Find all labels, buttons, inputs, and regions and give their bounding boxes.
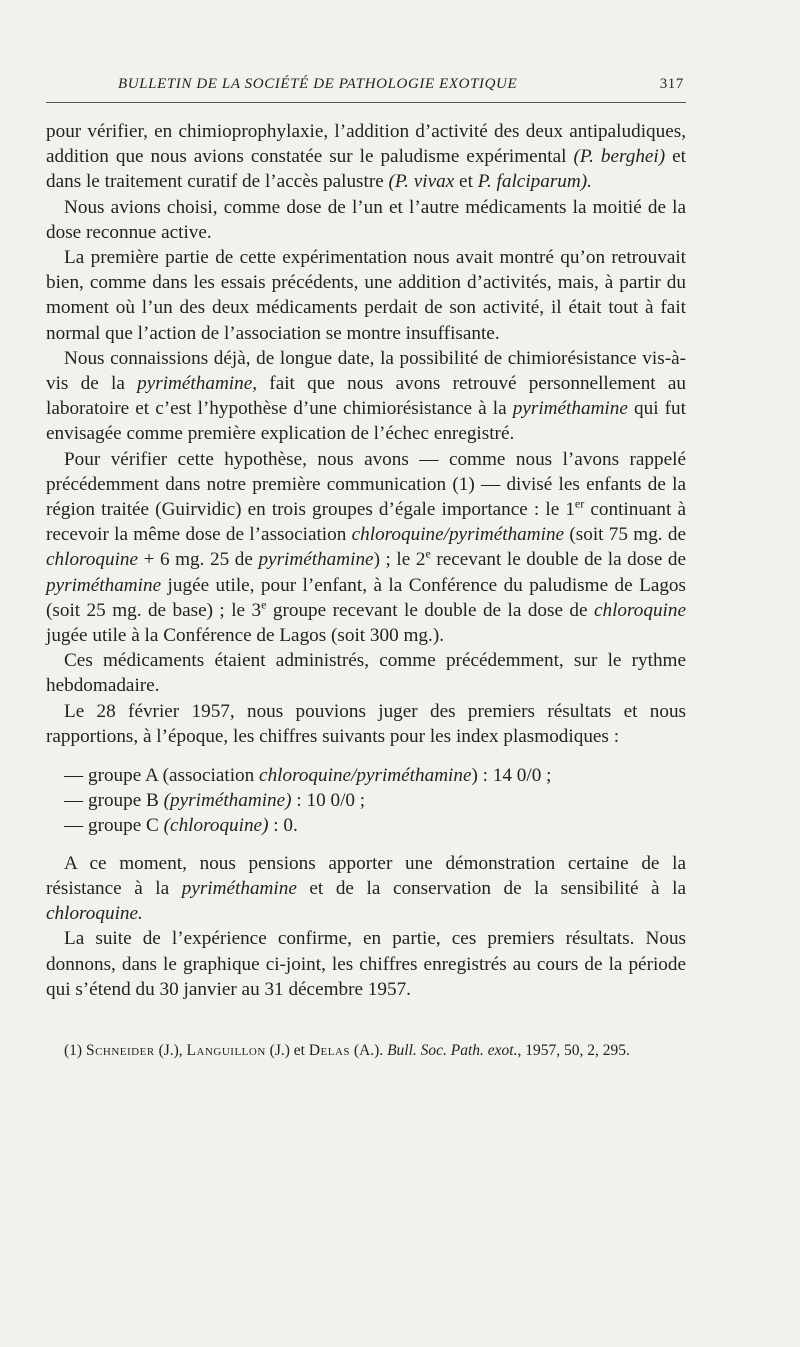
page-number: 317 [659,76,684,92]
footnote [46,1040,686,1061]
paragraph-9: La suite de l’expérience confirme, en partie, ces premiers résultats. Nous donnons, dans le graphique ci-joint, les chiffres enregistrés au cours de la période qui s’étend du 30 janvier au 31 décembre 1957. [46,928,686,1000]
paragraph-8: A ce moment, nous pensions apporter une démonstration certaine de la résistance à la pyriméthamine et de la conservation de la sensibilité à la chloroquine. [46,852,686,925]
paragraph-2: Nous avions choisi, comme dose de l’un et l’autre médicaments la moitié de la dose reconnue active. [46,196,686,243]
paragraph-1: pour vérifier, en chimioprophylaxie, l’addition d’activité des deux antipaludiques, addition que nous avions constatée sur le paludisme expérimental (P. berghei) et dans le traitement curatif de l’accès palustre (P. vivax et P. falciparum). [46,121,686,193]
author-name: Languillon [186,1041,266,1059]
footnote-text: (1) Schneider (J.), Languillon (J.) et Delas (A.). Bull. Soc. Path. exot., 1957, 50, 2, 295. [64,1041,630,1059]
article-body [46,119,686,1061]
author-name: Delas [308,1041,351,1059]
list-item: — groupe C (chloroquine) : 0. [64,815,298,837]
paragraph-6: Ces médicaments étaient administrés, comme précédemment, sur le rythme hebdomadaire. [46,650,686,697]
results-list [46,763,686,839]
paragraph-3: La première partie de cette expérimentation nous avait montré qu’on retrouvait bien, comme dans les essais précédents, une addition d’activités, mais, à partir du moment où l’un des deux médicaments perdait de son activité, il était tout à fait normal que l’action de l’association se montre insuffisante. [46,247,686,344]
journal-title: BULLETIN DE LA SOCIÉTÉ DE PATHOLOGIE EXOTIQUE [118,76,518,92]
paragraph-7: Le 28 février 1957, nous pouvions juger des premiers résultats et nous rapportions, à l’époque, les chiffres suivants pour les index plasmodiques : [46,700,686,747]
list-item: — groupe A (association chloroquine/pyriméthamine) : 14 0/0 ; [64,765,552,787]
journal-reference: Bull. Soc. Path. exot., [387,1041,522,1059]
page [46,70,686,1061]
list-item: — groupe B (pyriméthamine) : 10 0/0 ; [64,790,366,812]
paragraph-5: Pour vérifier cette hypothèse, nous avons — comme nous l’avons rappelé précédemment dans notre première communication (1) — divisé les enfants de la région traitée (Guirvidic) en trois groupes d’égale importance : le 1er continuant à recevoir la même dose de l’association chloroquine/pyriméthamine (soit 75 mg. de chloroquine + 6 mg. 25 de pyriméthamine) ; le 2e recevant le double de la dose de pyriméthamine jugée utile, pour l’enfant, à la Conférence du paludisme de Lagos (soit 25 mg. de base) ; le 3e groupe recevant le double de la dose de chloroquine jugée utile à la Conférence de Lagos (soit 300 mg.). [46,448,687,647]
paragraph-4: Nous connaissions déjà, de longue date, la possibilité de chimiorésistance vis-à-vis de la pyriméthamine, fait que nous avons retrouvé personnellement au laboratoire et c’est l’hypothèse d’une chimiorésistance à la pyriméthamine qui fut envisagée comme première explication de l’échec enregistré. [46,347,686,445]
running-header [46,70,686,103]
author-name: Schneider [85,1041,155,1059]
